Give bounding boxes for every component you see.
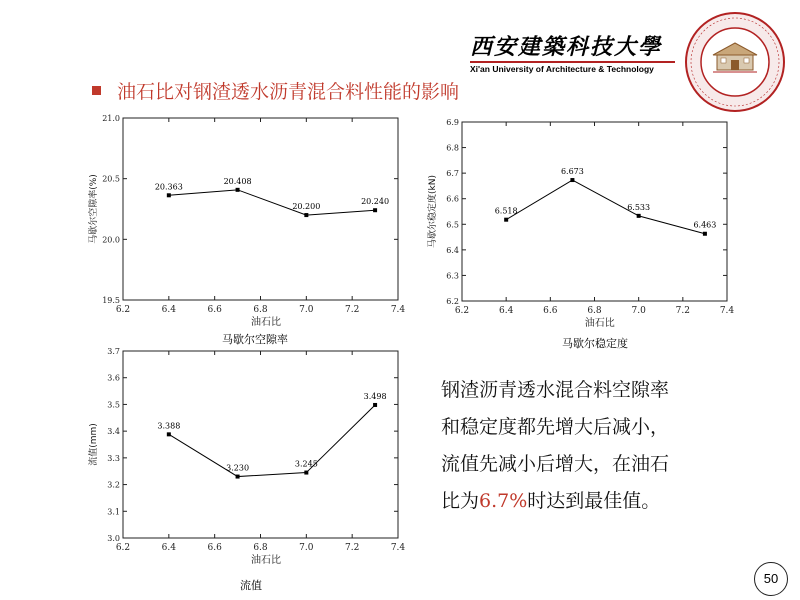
- flow-data-point: [304, 471, 308, 475]
- stability-data-label: 6.518: [494, 206, 518, 216]
- chart-stability: [425, 114, 735, 336]
- flow-xtick-label: 6.2: [115, 543, 131, 553]
- flow-plot-frame: [123, 351, 398, 538]
- voids-ytick-label: 20.5: [102, 174, 120, 184]
- flow-data-label: 3.230: [226, 463, 250, 473]
- voids-data-label: 20.363: [154, 182, 183, 192]
- stability-ytick-label: 6.3: [446, 271, 459, 281]
- flow-data-label: 3.388: [157, 421, 181, 431]
- flow-xtick-label: 7.4: [390, 543, 406, 553]
- flow-ytick-label: 3.1: [107, 507, 120, 517]
- stability-series-line: [506, 180, 705, 234]
- conclusion-line-4-pre: 比为: [441, 490, 480, 512]
- stability-data-point: [637, 214, 641, 218]
- flow-xtick-label: 6.4: [161, 543, 176, 553]
- stability-xtick-label: 6.4: [499, 306, 514, 316]
- university-name-cn: 西安建築科技大學: [470, 34, 663, 60]
- voids-xlabel: 油石比: [251, 317, 281, 328]
- stability-data-point: [703, 232, 707, 236]
- voids-data-label: 20.240: [361, 197, 390, 207]
- flow-xtick-label: 7.2: [345, 543, 360, 553]
- stability-data-label: 6.673: [560, 167, 584, 177]
- conclusion-line-2: 和稳定度都先增大后减小，: [441, 416, 670, 438]
- voids-xtick-label: 7.0: [299, 305, 314, 315]
- voids-data-point: [167, 193, 171, 197]
- voids-data-point: [304, 213, 308, 217]
- flow-ytick-label: 3.2: [107, 480, 120, 490]
- stability-data-label: 6.533: [627, 202, 651, 212]
- optimal-ratio-value: 6.7%: [479, 490, 528, 512]
- flow-xtick-label: 6.8: [253, 543, 268, 553]
- voids-ytick-label: 20.0: [102, 235, 120, 245]
- conclusion-line-4-post: 时达到最佳值。: [527, 490, 661, 512]
- stability-xlabel: 油石比: [584, 318, 615, 329]
- flow-data-point: [236, 475, 240, 479]
- stability-ylabel: 马歇尔稳定度(kN): [428, 175, 438, 248]
- university-seal-icon: [683, 10, 787, 114]
- stability-ytick-label: 6.9: [446, 118, 459, 127]
- flow-ytick-label: 3.6: [107, 373, 120, 383]
- stability-data-point: [504, 218, 508, 222]
- stability-ytick-label: 6.6: [446, 194, 459, 204]
- stability-ytick-label: 6.2: [446, 297, 459, 306]
- stability-ytick-label: 6.4: [446, 245, 459, 255]
- flow-data-point: [373, 403, 377, 407]
- stability-ytick-label: 6.8: [446, 143, 459, 153]
- university-logo: [470, 30, 675, 75]
- stability-data-point: [570, 178, 574, 182]
- voids-xtick-label: 6.2: [115, 305, 131, 315]
- slide-title: 油石比对钢渣透水沥青混合料性能的影响: [117, 81, 460, 103]
- flow-ytick-label: 3.7: [107, 347, 120, 356]
- chart-flow: [86, 343, 406, 573]
- stability-ytick-label: 6.5: [446, 220, 459, 230]
- voids-ytick-label: 21.0: [102, 114, 120, 123]
- stability-data-label: 6.463: [693, 220, 717, 230]
- voids-plot-frame: [123, 118, 398, 300]
- flow-ylabel: 流值(mm): [89, 423, 99, 466]
- page-number: 50: [754, 562, 788, 596]
- flow-ytick-label: 3.0: [107, 534, 120, 543]
- chart-flow-svg: [86, 343, 406, 573]
- voids-data-label: 20.200: [292, 202, 321, 212]
- chart-voids-caption: 马歇尔空隙率: [222, 333, 288, 346]
- voids-data-label: 20.408: [223, 176, 252, 186]
- flow-ytick-label: 3.5: [107, 400, 120, 410]
- stability-xtick-label: 7.0: [631, 306, 646, 316]
- flow-data-label: 3.498: [363, 391, 387, 401]
- chart-stability-caption: 马歇尔稳定度: [562, 337, 628, 350]
- conclusion-line-3: 流值先减小后增大，在油石: [441, 453, 670, 475]
- flow-xtick-label: 6.6: [207, 543, 222, 553]
- flow-ytick-label: 3.4: [107, 427, 120, 437]
- voids-xtick-label: 6.6: [207, 305, 222, 315]
- flow-data-label: 3.245: [294, 459, 318, 469]
- voids-data-point: [236, 188, 240, 192]
- voids-xtick-label: 7.4: [390, 305, 406, 315]
- title-bullet-icon: [92, 86, 101, 95]
- stability-xtick-label: 7.2: [675, 306, 690, 316]
- voids-ylabel: 马歇尔空隙率(%): [89, 174, 99, 244]
- voids-data-point: [373, 208, 377, 212]
- conclusion-line-4: [441, 483, 741, 520]
- flow-xlabel: 油石比: [251, 555, 281, 566]
- voids-xtick-label: 6.4: [161, 305, 176, 315]
- chart-voids: [86, 110, 406, 335]
- voids-xtick-label: 7.2: [345, 305, 360, 315]
- flow-series-line: [169, 405, 375, 477]
- flow-ytick-label: 3.3: [107, 453, 120, 463]
- stability-ytick-label: 6.7: [446, 169, 459, 179]
- chart-stability-svg: [425, 114, 735, 336]
- stability-xtick-label: 6.8: [587, 306, 602, 316]
- voids-series-line: [169, 190, 375, 215]
- stability-xtick-label: 6.6: [543, 306, 558, 316]
- chart-voids-svg: [86, 110, 406, 335]
- stability-xtick-label: 7.4: [719, 306, 735, 316]
- voids-ytick-label: 19.5: [102, 296, 120, 305]
- stability-xtick-label: 6.2: [454, 306, 470, 316]
- voids-xtick-label: 6.8: [253, 305, 268, 315]
- university-name-en: Xi'an University of Architecture & Technology: [470, 61, 675, 74]
- conclusion-line-1: 钢渣沥青透水混合料空隙率: [441, 379, 670, 401]
- flow-data-point: [167, 432, 171, 436]
- flow-xtick-label: 7.0: [299, 543, 314, 553]
- chart-flow-caption: 流值: [240, 579, 262, 592]
- conclusion-text: [441, 372, 741, 520]
